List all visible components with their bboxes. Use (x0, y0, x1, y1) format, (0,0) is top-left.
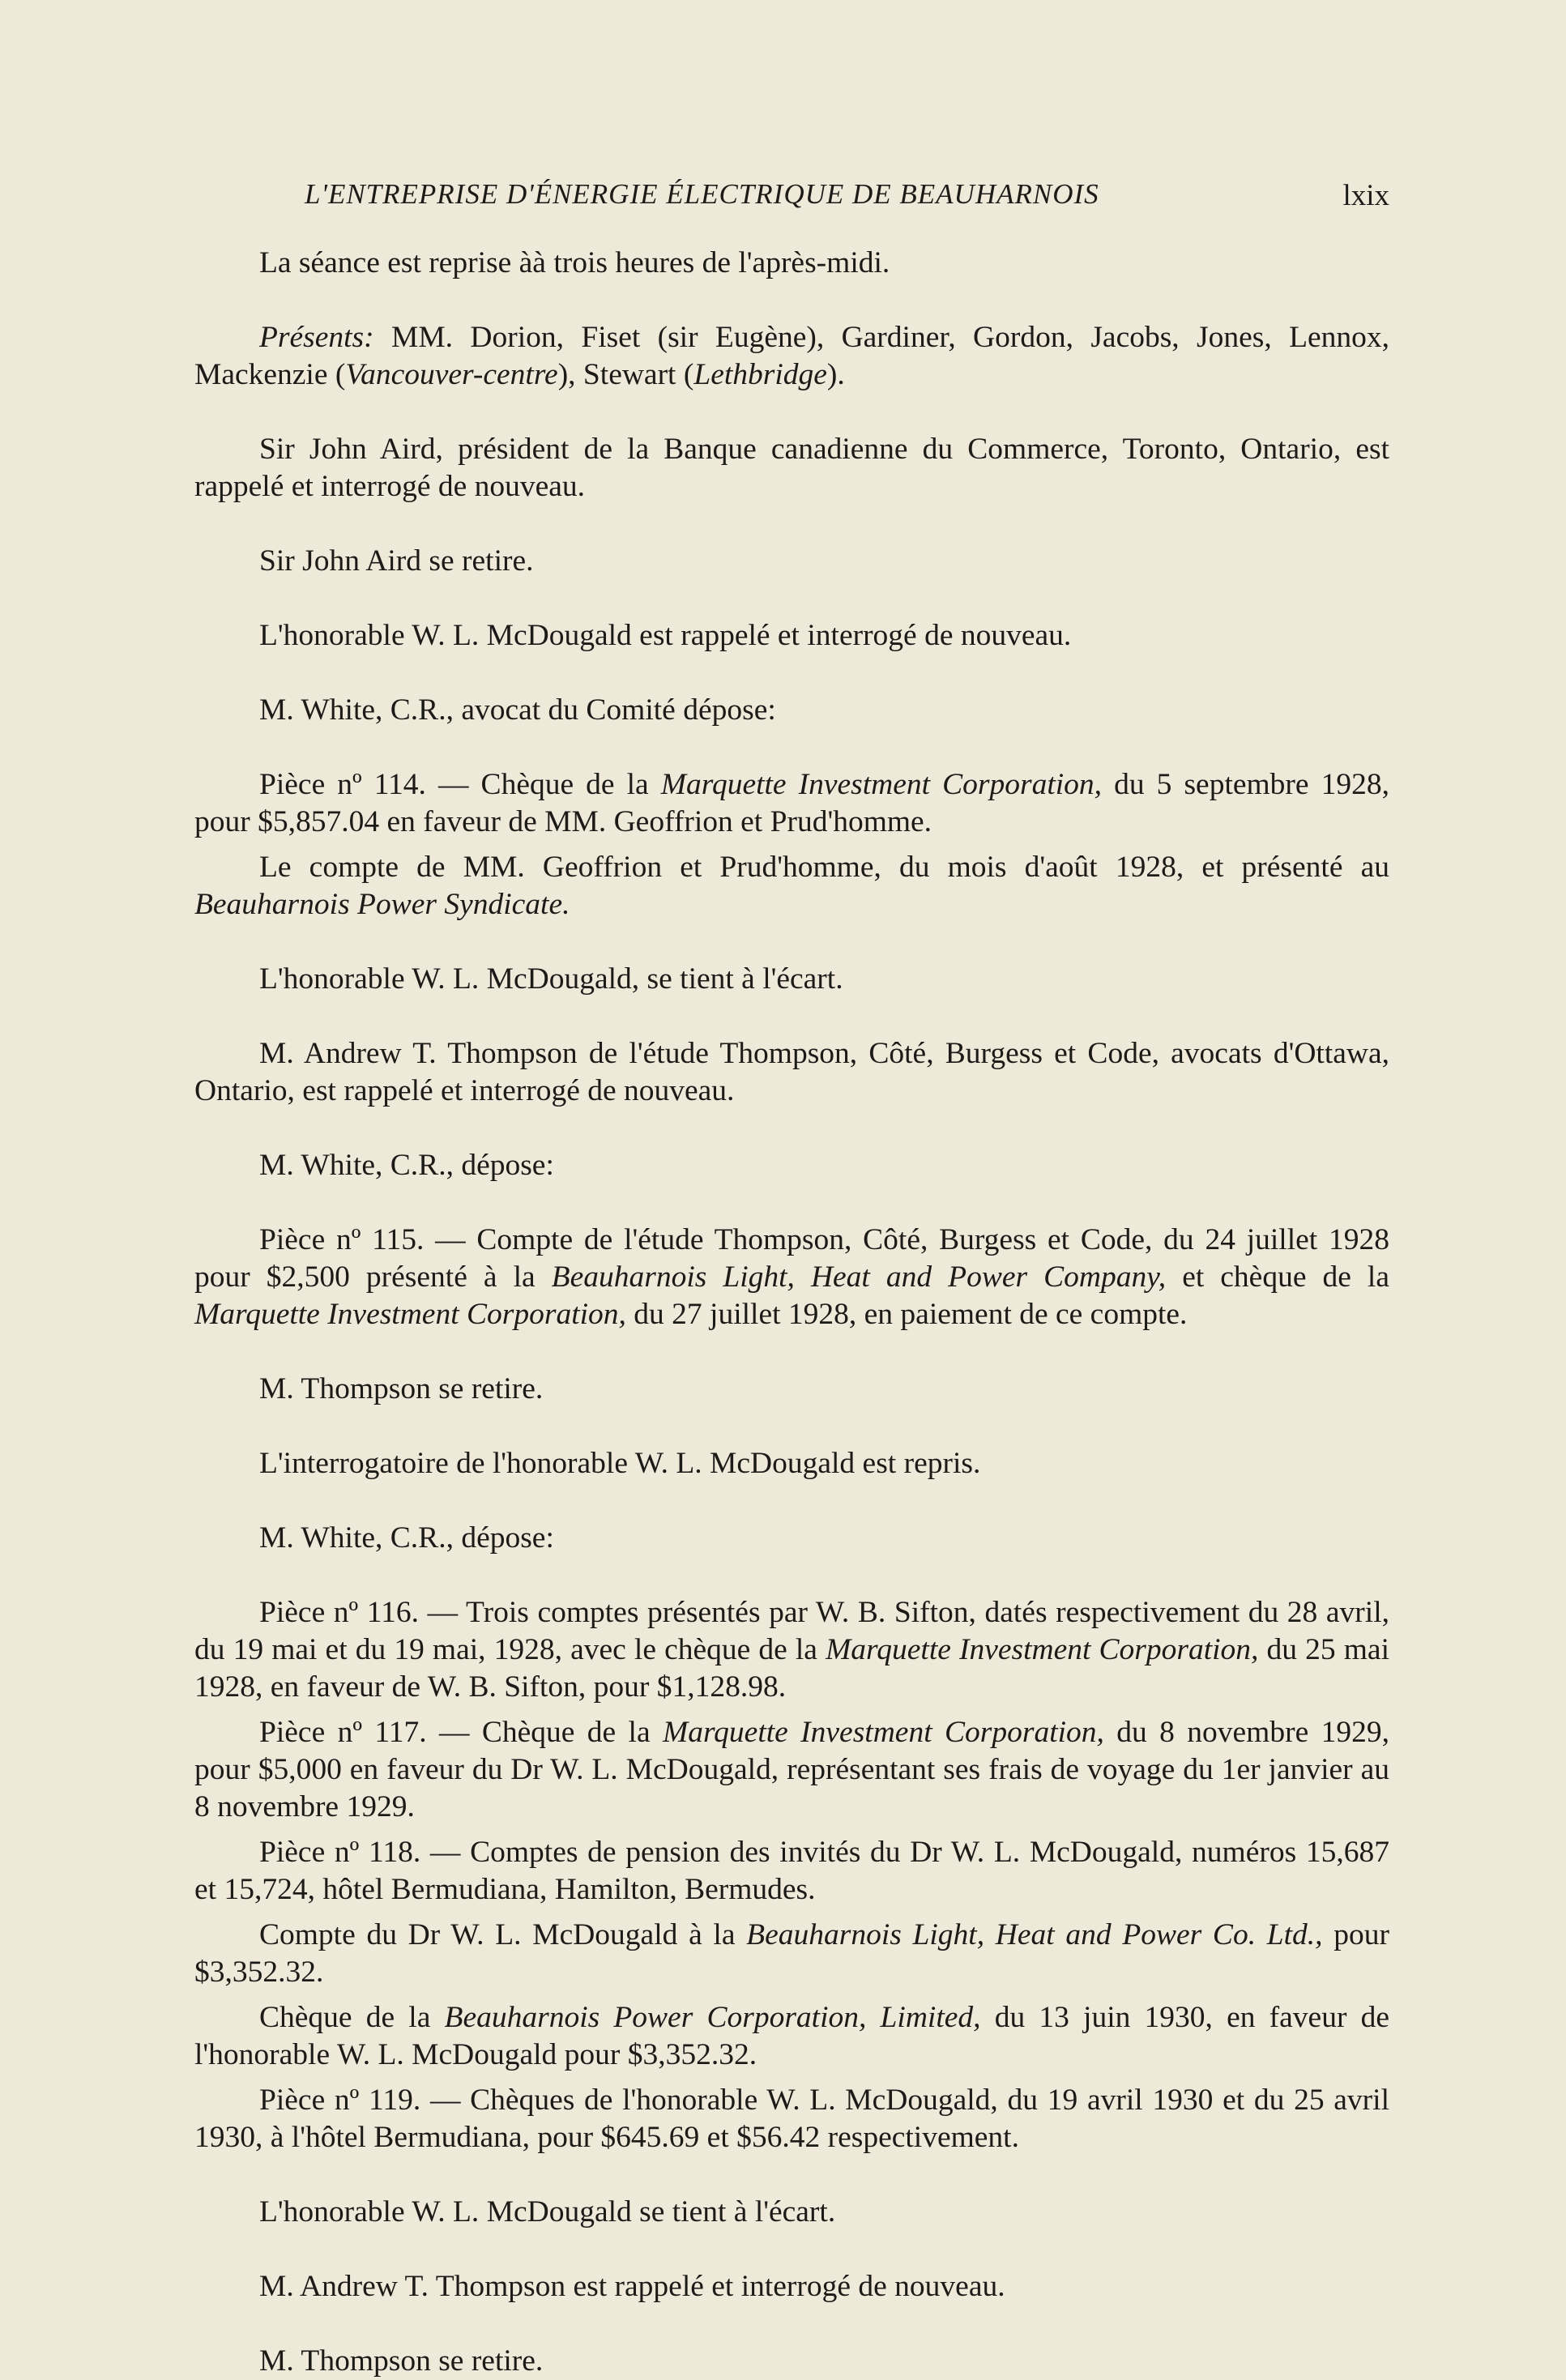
paragraph-exhibit-115: Pièce nº 115. — Compte de l'étude Thompson, Côté, Burgess et Code, du 24 juillet 1928 pour $2,500 présenté à la Beauharnois Light, Heat and Power Company, et chèque de la Marquette Investment Corporation, du 27 juillet 1928, en paiement de ce compte. (194, 1223, 1389, 1331)
paragraph-geoffrion-account: Le compte de MM. Geoffrion et Prud'homme, du mois d'août 1928, et présenté au Beauharnois Power Syndicate. (194, 851, 1389, 921)
paragraph-exhibit-116: Pièce nº 116. — Trois comptes présentés par W. B. Sifton, datés respectivement du 28 avril, du 19 mai et du 19 mai, 1928, avec le chèque de la Marquette Investment Corporation, du 25 mai 1928, en faveur de W. B. Sifton, pour $1,128.98. (194, 1596, 1389, 1704)
paragraph-exhibit-117: Pièce nº 117. — Chèque de la Marquette Investment Corporation, du 8 novembre 1929, pour $5,000 en faveur du Dr W. L. McDougald, représentant ses frais de voyage du 1er janvier au 8 novembre 1929. (194, 1716, 1389, 1823)
paragraph-white-files: M. White, C.R., avocat du Comité dépose: (259, 693, 776, 727)
running-title: L'ENTREPRISE D'ÉNERGIE ÉLECTRIQUE DE BEAUHARNOIS (305, 178, 1099, 210)
paragraph-thompson-withdraws: M. Thompson se retire. (259, 1372, 544, 1405)
paragraph-mcdougald-recalled: L'honorable W. L. McDougald est rappelé et interrogé de nouveau. (259, 619, 1072, 652)
paragraph-thompson-withdraws-2: M. Thompson se retire. (259, 2344, 544, 2378)
paragraph-aird-recalled: Sir John Aird, président de la Banque canadienne du Commerce, Toronto, Ontario, est rappelé et interrogé de nouveau. (194, 433, 1389, 503)
paragraph-white-files-3: M. White, C.R., dépose: (259, 1521, 554, 1555)
paragraph-mcdougald-aside: L'honorable W. L. McDougald, se tient à l'écart. (259, 962, 843, 996)
paragraph-exhibit-118: Pièce nº 118. — Comptes de pension des invités du Dr W. L. McDougald, numéros 15,687 et 15,724, hôtel Bermudiana, Hamilton, Bermudes. (194, 1836, 1389, 1906)
paragraph-thompson-recalled: M. Andrew T. Thompson de l'étude Thompson, Côté, Burgess et Code, avocats d'Ottawa, Ontario, est rappelé et interrogé de nouveau. (194, 1037, 1389, 1107)
page-number: lxix (1342, 179, 1389, 212)
paragraph-mcdougald-account: Compte du Dr W. L. McDougald à la Beauharnois Light, Heat and Power Co. Ltd., pour $3,352.32. (194, 1918, 1389, 1989)
paragraph-beauharnois-cheque: Chèque de la Beauharnois Power Corporation, Limited, du 13 juin 1930, en faveur de l'honorable W. L. McDougald pour $3,352.32. (194, 2001, 1390, 2071)
paragraph-mcdougald-aside-2: L'honorable W. L. McDougald se tient à l'écart. (259, 2195, 836, 2229)
paragraph-attendees: Présents: MM. Dorion, Fiset (sir Eugène), Gardiner, Gordon, Jacobs, Jones, Lennox, Mackenzie (Vancouver-centre), Stewart (Lethbridge). (194, 321, 1389, 391)
paragraph-exhibit-114: Pièce nº 114. — Chèque de la Marquette Investment Corporation, du 5 septembre 1928, pour $5,857.04 en faveur de MM. Geoffrion et Prud'homme. (194, 768, 1389, 838)
paragraph-white-files-2: M. White, C.R., dépose: (259, 1149, 554, 1182)
paragraph-examination-resumed: L'interrogatoire de l'honorable W. L. McDougald est repris. (259, 1447, 981, 1480)
paragraph-thompson-recalled-2: M. Andrew T. Thompson est rappelé et interrogé de nouveau. (259, 2270, 1005, 2303)
paragraph-exhibit-119: Pièce nº 119. — Chèques de l'honorable W. L. McDougald, du 19 avril 1930 et du 25 avril 1930, à l'hôtel Bermudiana, pour $645.69 et $56.42 respectivement. (194, 2084, 1389, 2154)
paragraph-session-resumed: La séance est reprise àà trois heures de l'après-midi. (259, 246, 890, 279)
paragraph-aird-withdraws: Sir John Aird se retire. (259, 544, 534, 578)
page-header (194, 168, 1389, 217)
